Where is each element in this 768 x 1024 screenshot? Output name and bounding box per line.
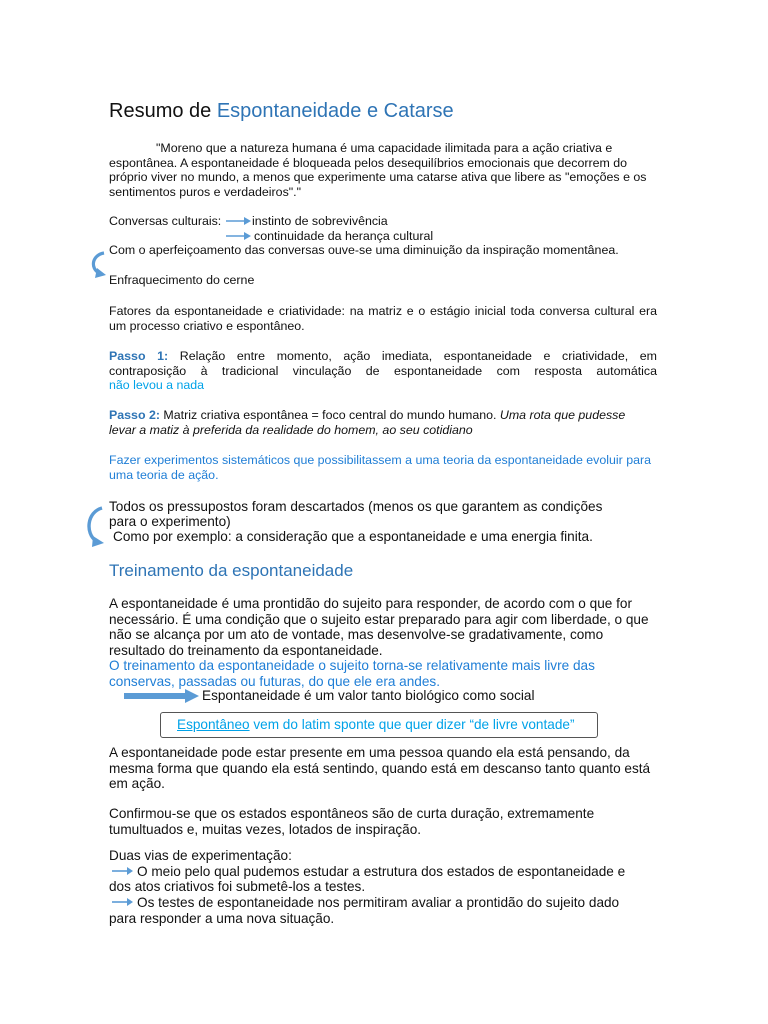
conversas-label: Conversas culturais: bbox=[109, 214, 222, 228]
arrow-right-icon bbox=[226, 216, 252, 226]
todos-line3: Como por exemplo: a consideração que a espontaneidade e uma energia finita. bbox=[113, 529, 593, 544]
page-title bbox=[109, 98, 454, 124]
arrow-right-icon bbox=[112, 897, 134, 907]
conversas-item-1: instinto de sobrevivência bbox=[252, 214, 388, 228]
confirmou-paragraph: Confirmou-se que os estados espontâneos são de curta duração, extremamente tumultuados e, muitas vezes, lotados de inspiração. bbox=[109, 806, 595, 837]
curved-arrow-icon bbox=[84, 505, 108, 549]
passo2-italic-2: levar a matiz à preferida da realidade do homem, ao seu cotidiano bbox=[109, 423, 473, 437]
title-prefix: Resumo de bbox=[109, 100, 212, 122]
title-accent: Espontaneidade e Catarse bbox=[216, 100, 454, 122]
duas-vias-item1-a: O meio pelo qual pudemos estudar a estrutura dos estados de espontaneidade e bbox=[137, 864, 626, 879]
duas-vias-item2-b: para responder a uma nova situação. bbox=[109, 911, 335, 926]
arrow-right-icon bbox=[226, 231, 252, 241]
duas-vias-item1-b: dos atos criativos foi submetê-los a testes. bbox=[109, 879, 366, 894]
passo2-text: Matriz criativa espontânea = foco central do mundo humano. bbox=[163, 408, 497, 422]
callout-rest: vem do latim sponte que quer dizer “de livre vontade” bbox=[249, 717, 575, 732]
todos-line2: para o experimento) bbox=[109, 514, 231, 529]
fatores-text: Fatores da espontaneidade e criatividade: na matriz e o estágio inicial toda conversa cultural era um processo criativo e espontâneo. bbox=[109, 304, 657, 333]
espontaneo-link[interactable]: Espontâneo bbox=[177, 717, 250, 732]
block-arrow-icon bbox=[124, 689, 200, 703]
espontaneidade-paragraph: A espontaneidade é uma prontidão do sujeito para responder, de acordo com o que for necessário. É uma condição que o sujeito estar preparado para agir com liberdade, o que não se alcança por um ato de vontade, mas desenvolve-se gradativamente, como resultado do treinamento da espontaneidade. bbox=[109, 596, 649, 658]
enfraquecimento-text: Enfraquecimento do cerne bbox=[109, 273, 255, 287]
duas-vias-item2-a: Os testes de espontaneidade nos permitiram avaliar a prontidão do sujeito dado bbox=[137, 895, 620, 910]
valor-text: Espontaneidade é um valor tanto biológico como social bbox=[202, 688, 535, 703]
arrow-right-icon bbox=[112, 866, 134, 876]
passo2-line1 bbox=[109, 408, 625, 423]
fazer-text: Fazer experimentos sistemáticos que possibilitassem a uma teoria da espontaneidade evoluir para uma teoria de ação. bbox=[109, 453, 652, 482]
pode-estar-paragraph: A espontaneidade pode estar presente em uma pessoa quando ela está pensando, da mesma forma que quando ela está sentindo, quando está em descanso tanto quanto está em ação. bbox=[109, 745, 651, 792]
callout-text bbox=[177, 717, 574, 733]
curved-arrow-icon bbox=[88, 250, 110, 280]
todos-line1: Todos os pressupostos foram descartados (menos os que garantem as condições bbox=[109, 499, 603, 514]
passo1-label: Passo 1: bbox=[109, 349, 169, 363]
conversas-item-2: continuidade da herança cultural bbox=[254, 229, 434, 243]
moreno-quote: "Moreno que a natureza humana é uma capacidade ilimitada para a ação criativa e espontânea. A espontaneidade é bloqueada pelos desequilíbrios emocionais que decorrem do próprio viver no mundo, a menos que experimente uma catarse ativa que libere as "emoções e os sentimentos puros e verdadeiros"." bbox=[109, 141, 647, 199]
passo1-text: Relação entre momento, ação imediata, espontaneidade e criatividade, em bbox=[179, 349, 657, 363]
passo2-italic-1: Uma rota que pudesse bbox=[499, 408, 626, 422]
passo2-label: Passo 2: bbox=[109, 408, 160, 422]
passo1-line3: não levou a nada bbox=[109, 378, 205, 392]
treinamento-blue-text: O treinamento da espontaneidade o sujeito torna-se relativamente mais livre das conservas, passadas ou futuras, do que ele era andes. bbox=[109, 658, 595, 689]
passo1-line1 bbox=[109, 349, 657, 364]
section-heading-treinamento: Treinamento da espontaneidade bbox=[109, 561, 354, 580]
aperfeicoamento-text: Com o aperfeiçoamento das conversas ouve-se uma diminuição da inspiração momentânea. bbox=[109, 243, 619, 257]
duas-vias-label: Duas vias de experimentação: bbox=[109, 848, 292, 863]
passo1-line2: contraposição à tradicional vinculação de espontaneidade com resposta automática bbox=[109, 364, 657, 378]
